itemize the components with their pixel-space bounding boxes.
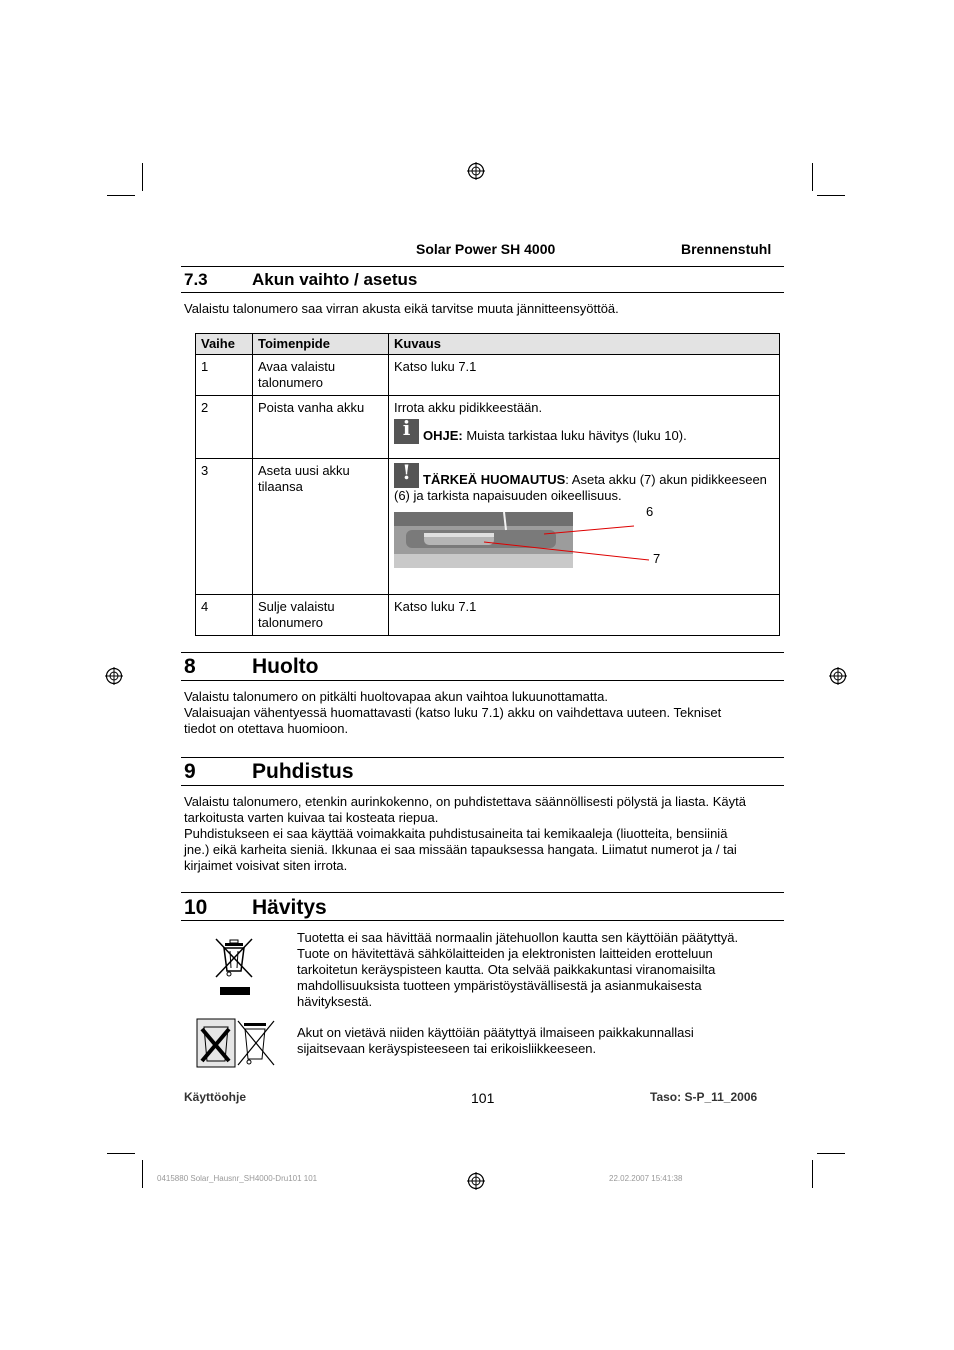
warning-label: TÄRKEÄ HUOMAUTUS — [423, 472, 566, 487]
paragraph-line: kirjaimet voisivat siten irrota. — [184, 858, 348, 873]
crop-mark — [812, 163, 813, 191]
step-action: Aseta uusi akku tilaansa — [253, 459, 389, 595]
table-header-row — [196, 334, 780, 355]
section-8-number: 8 — [184, 655, 196, 678]
step-action: Poista vanha akku — [253, 396, 389, 459]
section-10-para2 — [297, 1025, 777, 1057]
header-rule — [181, 266, 784, 267]
crop-mark — [142, 1160, 143, 1188]
paragraph-line: Puhdistukseen ei saa käyttää voimakkaita puhdistusaineita tai kemikaaleja (liuotteita, bensiiniä — [184, 826, 728, 841]
note-label: OHJE: — [423, 428, 463, 443]
paragraph-line: hävityksestä. — [297, 994, 373, 1009]
section-rule — [181, 652, 784, 653]
print-mark-left: 0415880 Solar_Hausnr_SH4000-Dru101 101 — [157, 1174, 318, 1183]
step-action: Avaa valaistu talonumero — [253, 355, 389, 396]
section-10-title: Hävitys — [252, 896, 327, 919]
exclamation-icon: ! — [394, 463, 419, 488]
step-description-cell — [389, 396, 780, 459]
paragraph-line: tarkoitetun keräyspisteen kautta. Ota selvää paikkakuntasi viranomaisilta — [297, 962, 716, 977]
table-row — [196, 396, 780, 459]
step-number: 2 — [196, 396, 253, 459]
section-rule — [181, 292, 784, 293]
battery-disposal-icon — [196, 1017, 278, 1069]
paragraph-line: Valaistu talonumero on pitkälti huoltovapaa akun vaihtoa lukuunottamatta. — [184, 689, 608, 704]
column-header: Toimenpide — [253, 334, 389, 355]
battery-holder-photo — [394, 512, 774, 572]
battery-steps-table — [195, 333, 780, 636]
step-description: Irrota akku pidikkeestään. — [394, 400, 543, 415]
header-brand: Brennenstuhl — [681, 241, 772, 257]
section-rule — [181, 680, 784, 681]
section-9-body — [184, 794, 784, 874]
section-9-title: Puhdistus — [252, 760, 354, 783]
paragraph-line: mahdollisuuksista tuotteen ympäristöystävällisestä ja asianmukaisesta — [297, 978, 702, 993]
note — [394, 416, 774, 444]
weee-crossed-bin-icon — [213, 937, 255, 999]
section-8-title: Huolto — [252, 655, 319, 678]
section-7-3-number: 7.3 — [184, 270, 208, 289]
registration-mark-icon — [467, 162, 485, 180]
section-7-3-intro: Valaistu talonumero saa virran akusta eikä tarvitse muuta jännitteensyöttöä. — [184, 301, 619, 316]
paragraph-line: tiedot on otettava huomioon. — [184, 721, 349, 736]
paragraph-line: tarkoitusta varten kuivaa tai kosteata riepua. — [184, 810, 439, 825]
crop-mark — [142, 163, 143, 191]
paragraph-line: Valaistu talonumero, etenkin aurinkokenno, on puhdistettava säännöllisesti pölystä ja liasta. Käytä — [184, 794, 746, 809]
step-description: Katso luku 7.1 — [389, 355, 780, 396]
paragraph-line: Tuotetta ei saa hävittää normaalin jätehuollon kautta sen käyttöiän päätyttyä. — [297, 930, 739, 945]
paragraph-line: Tuote on hävitettävä sähkölaitteiden ja elektronisten laitteiden erotteluun — [297, 946, 713, 961]
step-number: 3 — [196, 459, 253, 595]
print-mark-right: 22.02.2007 15:41:38 — [609, 1174, 683, 1183]
section-rule — [181, 920, 784, 921]
step-description-cell — [389, 459, 780, 595]
callout-7-label: 7 — [653, 551, 661, 566]
crop-mark — [812, 1160, 813, 1188]
note-text: Muista tarkistaa luku hävitys (luku 10). — [462, 428, 687, 443]
column-header: Vaihe — [196, 334, 253, 355]
warning-text: : Aseta akku (7) akun pidikkeeseen (6) ja tarkista napaisuuden oikeellisuus. — [394, 472, 767, 503]
crop-mark — [817, 1153, 845, 1154]
paragraph-line: jne.) eikä karheita sieniä. Ikkunaa ei saa missään tapauksessa hangata. Liimatut numerot ja / tai — [184, 842, 737, 857]
section-rule — [181, 892, 784, 893]
page-number: 101 — [471, 1090, 495, 1106]
crop-mark — [817, 195, 845, 196]
callout-6-label: 6 — [646, 504, 654, 519]
table-row — [196, 595, 780, 636]
step-number: 4 — [196, 595, 253, 636]
step-action: Sulje valaistu talonumero — [253, 595, 389, 636]
table-row — [196, 459, 780, 595]
header-product: Solar Power SH 4000 — [416, 241, 556, 257]
registration-mark-icon — [829, 667, 847, 685]
step-description: Katso luku 7.1 — [389, 595, 780, 636]
section-7-3-title: Akun vaihto / asetus — [252, 270, 418, 289]
section-rule — [181, 757, 784, 758]
section-rule — [181, 785, 784, 786]
section-10-number: 10 — [184, 896, 208, 919]
section-8-body — [184, 689, 784, 737]
footer-left: Käyttöohje — [184, 1090, 247, 1104]
paragraph-line: sijaitsevaan keräyspisteeseen tai erikoisliikkeeseen. — [297, 1041, 597, 1056]
footer-right: Taso: S-P_11_2006 — [650, 1090, 758, 1104]
battery-photo-area — [394, 504, 774, 576]
column-header: Kuvaus — [389, 334, 780, 355]
crop-mark — [107, 1153, 135, 1154]
paragraph-line: Valaisuajan vähentyessä huomattavasti (katso luku 7.1) akku on vaihdettava uuteen. Tekniset — [184, 705, 722, 720]
section-10-para1 — [297, 930, 777, 1010]
section-9-number: 9 — [184, 760, 196, 783]
step-number: 1 — [196, 355, 253, 396]
warning — [394, 460, 774, 504]
registration-mark-icon — [105, 667, 123, 685]
paragraph-line: Akut on vietävä niiden käyttöiän päätyttyä ilmaiseen paikkakunnallasi — [297, 1025, 694, 1040]
crop-mark — [107, 195, 135, 196]
table-row — [196, 355, 780, 396]
registration-mark-icon — [467, 1172, 485, 1190]
info-icon: i — [394, 419, 419, 444]
